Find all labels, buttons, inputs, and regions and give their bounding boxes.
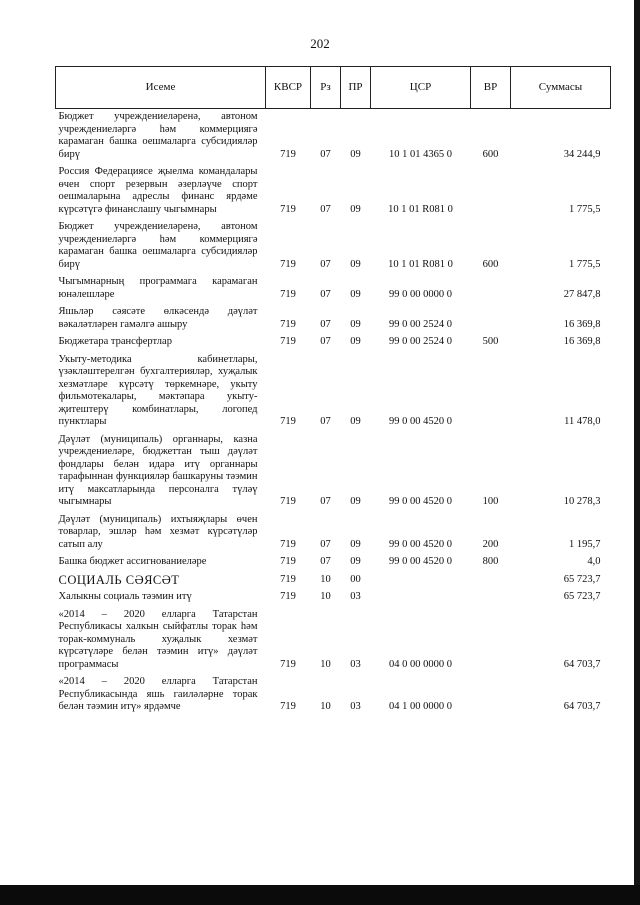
table-row	[56, 334, 611, 352]
row-rz: 07	[320, 288, 331, 300]
table-header-row	[56, 67, 611, 109]
row-rz: 07	[320, 538, 331, 550]
row-csr: 10 1 01 R081 0	[388, 258, 453, 270]
row-kvsr: 719	[280, 658, 296, 670]
row-sum: 64 703,7	[563, 658, 601, 670]
row-csr	[371, 572, 471, 590]
row-rz: 07	[320, 496, 331, 507]
row-sum: 1 195,7	[569, 538, 601, 550]
row-rz: 07	[320, 203, 331, 215]
row-rz: 07	[320, 318, 331, 330]
row-sum: 10 278,3	[563, 496, 601, 507]
row-rz: 10	[320, 701, 331, 712]
row-name: Яшьләр сәясәте өлкәсендә дәүләт вәкаләтләрен гамәлгә ашыру	[58, 306, 258, 330]
row-vr	[471, 607, 511, 675]
row-csr: 99 0 00 2524 0	[389, 318, 452, 330]
row-kvsr: 719	[280, 496, 296, 507]
row-kvsr: 719	[280, 416, 296, 427]
header-vr: ВР	[471, 67, 511, 109]
table-row	[56, 572, 611, 590]
row-pr: 09	[350, 496, 361, 507]
header-rz: Рз	[311, 67, 341, 109]
row-kvsr: 719	[280, 318, 296, 330]
header-csr: ЦСР	[371, 67, 471, 109]
table-row	[56, 512, 611, 555]
row-csr: 99 0 00 2524 0	[389, 336, 452, 347]
row-name: Башка бюджет ассигнованиеләре	[58, 556, 207, 567]
row-vr	[471, 352, 511, 432]
row-sum: 65 723,7	[563, 591, 601, 602]
row-vr: 200	[482, 538, 499, 550]
row-rz: 07	[320, 258, 331, 270]
row-kvsr: 719	[280, 573, 296, 585]
row-vr	[471, 304, 511, 334]
row-kvsr: 719	[280, 701, 296, 712]
row-rz: 07	[320, 148, 331, 160]
scan-edge-shadow	[634, 0, 640, 905]
row-pr: 09	[350, 336, 361, 347]
row-pr: 00	[350, 573, 361, 585]
row-pr: 03	[350, 701, 361, 712]
row-kvsr: 719	[280, 556, 296, 567]
table-row	[56, 607, 611, 675]
table-row	[56, 274, 611, 304]
row-csr	[371, 589, 471, 607]
row-name: «2014 – 2020 елларга Татарстан Республикасы халкын сыйфатлы торак һәм торак-коммуналь хуҗалык хезмәт күрсәтүләре белән тәэмин итү» дәүләт программасы	[58, 608, 258, 670]
row-vr: 600	[482, 258, 499, 270]
row-csr: 04 0 00 0000 0	[389, 658, 452, 670]
row-name: Чыгымнарның программага карамаган юнәлешләре	[58, 276, 258, 300]
row-sum: 34 244,9	[563, 148, 601, 160]
row-name: Укыту-методика кабинетлары, үзәкләштерелгән бухгалтерияләр, хуҗалык хезмәтләре күрсәтү төркемнәре, укыту фильмотекалары, мәктәпара укыту-җитештерү комбинатлары, логопед пунктлары	[58, 353, 258, 427]
row-sum: 64 703,7	[563, 701, 601, 712]
row-vr: 500	[482, 336, 499, 347]
row-name: Дәүләт (муниципаль) ихтыяҗлары өчен товарлар, эшләр һәм хезмәт күрсәтүләр сатып алу	[58, 513, 258, 550]
row-csr: 99 0 00 4520 0	[389, 556, 452, 567]
row-sum: 4,0	[587, 556, 601, 567]
row-csr: 10 1 01 R081 0	[388, 203, 453, 215]
row-rz: 07	[320, 336, 331, 347]
row-kvsr: 719	[280, 148, 296, 160]
row-pr: 09	[350, 258, 361, 270]
row-name: Бюджет учреждениеләренә, автоном учреждениеләргә һәм коммерциягә карамаган башка оешмаларга субсидияләр бирү	[58, 221, 258, 270]
row-name: СОЦИАЛЬ СӘЯСӘТ	[58, 572, 180, 587]
table-row	[56, 589, 611, 607]
table-row	[56, 164, 611, 219]
row-vr: 100	[482, 496, 499, 507]
row-vr	[471, 589, 511, 607]
page-number: 202	[310, 36, 330, 51]
row-vr	[471, 274, 511, 304]
row-sum: 1 775,5	[569, 203, 601, 215]
row-pr: 09	[350, 148, 361, 160]
row-kvsr: 719	[280, 538, 296, 550]
table-row	[56, 109, 611, 165]
row-sum: 1 775,5	[569, 258, 601, 270]
row-name: Россия Федерациясе җыелма командалары өчен спорт резервын әзерләүче спорт оешмаларына адреслы финанс ярдәме күрсәтүгә финанслашу чыгымнары	[58, 166, 258, 215]
row-sum: 27 847,8	[563, 288, 601, 300]
row-vr	[471, 164, 511, 219]
row-pr: 03	[350, 591, 361, 602]
row-vr: 800	[482, 556, 499, 567]
row-rz: 10	[320, 573, 331, 585]
table-row	[56, 554, 611, 572]
row-name: Дәүләт (муниципаль) органнары, казна учреждениеләре, бюджеттан тыш дәүләт фондлары белән идарә итү органнары тарафыннан функцияләр башкаруны тәэмин итү максатларында персоналга түләү чыгымнары	[58, 433, 258, 507]
table-row	[56, 219, 611, 274]
row-name: Халыкны социаль тәэмин итү	[58, 591, 192, 602]
row-rz: 10	[320, 591, 331, 602]
row-kvsr: 719	[280, 288, 296, 300]
row-rz: 10	[320, 658, 331, 670]
scan-bottom-shadow	[0, 885, 640, 905]
row-sum: 16 369,8	[563, 336, 601, 347]
budget-table	[55, 66, 611, 717]
row-csr: 10 1 01 4365 0	[389, 148, 452, 160]
table-row	[56, 352, 611, 432]
row-csr: 99 0 00 4520 0	[389, 538, 452, 550]
header-pr: ПР	[341, 67, 371, 109]
row-name: «2014 – 2020 елларга Татарстан Республикасында яшь гаиләләрне торак белән тәэмин итү» ярдәмче	[58, 676, 258, 712]
table-row	[56, 432, 611, 512]
row-kvsr: 719	[280, 336, 296, 347]
row-sum: 16 369,8	[563, 318, 601, 330]
row-pr: 09	[350, 203, 361, 215]
row-rz: 07	[320, 416, 331, 427]
row-csr: 99 0 00 0000 0	[389, 288, 452, 300]
header-sum: Суммасы	[511, 67, 611, 109]
row-name: Бюджет учреждениеләренә, автоном учреждениеләргә һәм коммерциягә карамаган башка оешмаларга субсидияләр бирү	[58, 111, 258, 160]
row-kvsr: 719	[280, 203, 296, 215]
row-kvsr: 719	[280, 591, 296, 602]
row-vr: 600	[482, 148, 499, 160]
row-pr: 09	[350, 416, 361, 427]
table-row	[56, 304, 611, 334]
row-kvsr: 719	[280, 258, 296, 270]
table-row	[56, 674, 611, 717]
row-vr	[471, 572, 511, 590]
row-rz: 07	[320, 556, 331, 567]
row-name: Бюджетара трансфертлар	[58, 336, 172, 347]
header-kvsr: КВСР	[266, 67, 311, 109]
row-pr: 09	[350, 288, 361, 300]
row-sum: 11 478,0	[564, 416, 601, 427]
row-pr: 09	[350, 318, 361, 330]
row-vr	[471, 674, 511, 717]
row-csr: 99 0 00 4520 0	[389, 496, 452, 507]
row-csr: 99 0 00 4520 0	[389, 416, 452, 427]
row-pr: 03	[350, 658, 361, 670]
row-pr: 09	[350, 538, 361, 550]
header-name: Исеме	[56, 67, 266, 109]
row-csr: 04 1 00 0000 0	[389, 701, 452, 712]
row-pr: 09	[350, 556, 361, 567]
row-sum: 65 723,7	[563, 573, 601, 585]
